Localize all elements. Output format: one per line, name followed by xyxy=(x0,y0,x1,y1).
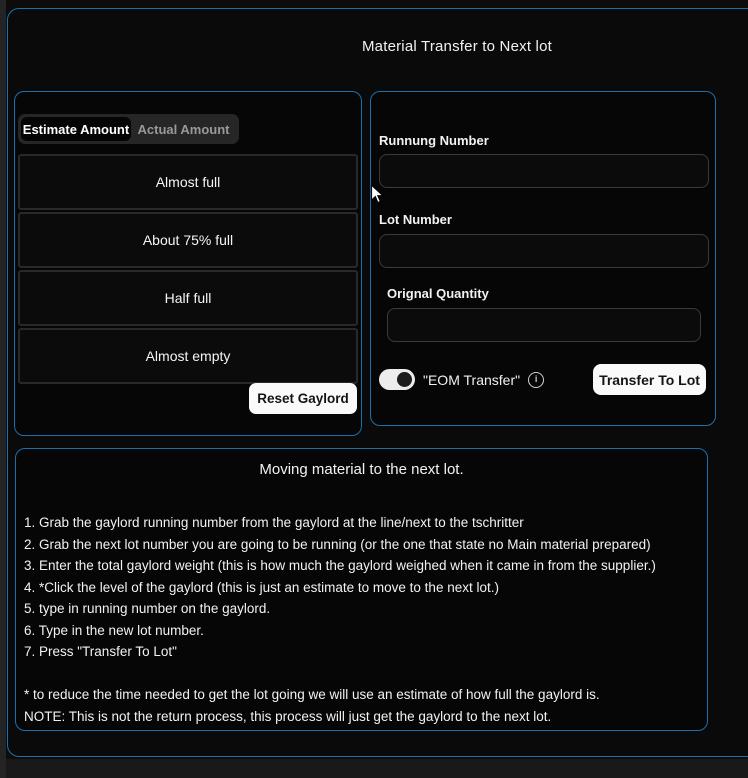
transfer-form-panel xyxy=(370,91,716,426)
running-number-label: Runnung Number xyxy=(379,133,489,148)
bottom-gutter xyxy=(6,759,748,778)
level-button-almost-full[interactable]: Almost full xyxy=(18,154,358,210)
instructions-panel xyxy=(15,448,708,731)
page-title: Material Transfer to Next lot xyxy=(361,38,553,55)
eom-transfer-row xyxy=(379,364,544,395)
eom-transfer-toggle[interactable] xyxy=(379,369,415,390)
toggle-knob xyxy=(397,372,412,387)
original-quantity-label: Orignal Quantity xyxy=(387,286,489,301)
lot-number-label: Lot Number xyxy=(379,212,452,227)
instructions-title: Moving material to the next lot. xyxy=(259,461,464,478)
reset-gaylord-button[interactable]: Reset Gaylord xyxy=(249,383,357,414)
tab-estimate-amount[interactable]: Estimate Amount xyxy=(21,117,131,141)
instruction-line: 4. *Click the level of the gaylord (this is just an estimate to move to the next lot.) xyxy=(24,579,499,595)
eom-transfer-label: "EOM Transfer" xyxy=(423,371,521,388)
transfer-to-lot-button[interactable]: Transfer To Lot xyxy=(593,364,706,395)
left-gutter xyxy=(0,0,6,778)
instruction-line: 3. Enter the total gaylord weight (this is how much the gaylord weighed when it came in from the supplier.) xyxy=(24,558,656,573)
instructions-body xyxy=(24,512,699,727)
running-number-input[interactable] xyxy=(379,154,709,188)
gaylord-level-panel xyxy=(14,91,362,436)
instruction-line-spacer xyxy=(24,663,699,685)
info-icon[interactable]: i xyxy=(528,372,544,388)
instruction-line: * to reduce the time needed to get the lot going we will use an estimate of how full the gaylord is. xyxy=(24,687,600,702)
lot-number-input[interactable] xyxy=(379,234,709,268)
level-button-almost-empty[interactable]: Almost empty xyxy=(18,328,358,384)
instruction-line: 1. Grab the gaylord running number from the gaylord at the line/next to the tschritter xyxy=(24,515,524,530)
level-button-list xyxy=(18,154,358,386)
tab-actual-amount[interactable]: Actual Amount xyxy=(137,121,230,137)
amount-tab-strip xyxy=(18,114,239,144)
instruction-line: 6. Type in the new lot number. xyxy=(24,622,204,638)
instruction-line: 2. Grab the next lot number you are going to be running (or the one that state no Main material prepared) xyxy=(24,536,651,552)
material-transfer-window xyxy=(7,8,748,757)
level-button-about-75-full[interactable]: About 75% full xyxy=(18,212,358,268)
original-quantity-input[interactable] xyxy=(387,308,701,342)
instruction-line: 5. type in running number on the gaylord. xyxy=(24,601,271,616)
instruction-line: 7. Press "Transfer To Lot" xyxy=(24,644,177,659)
level-button-half-full[interactable]: Half full xyxy=(18,270,358,326)
instruction-line: NOTE: This is not the return process, this process will just get the gaylord to the next lot. xyxy=(24,708,552,724)
